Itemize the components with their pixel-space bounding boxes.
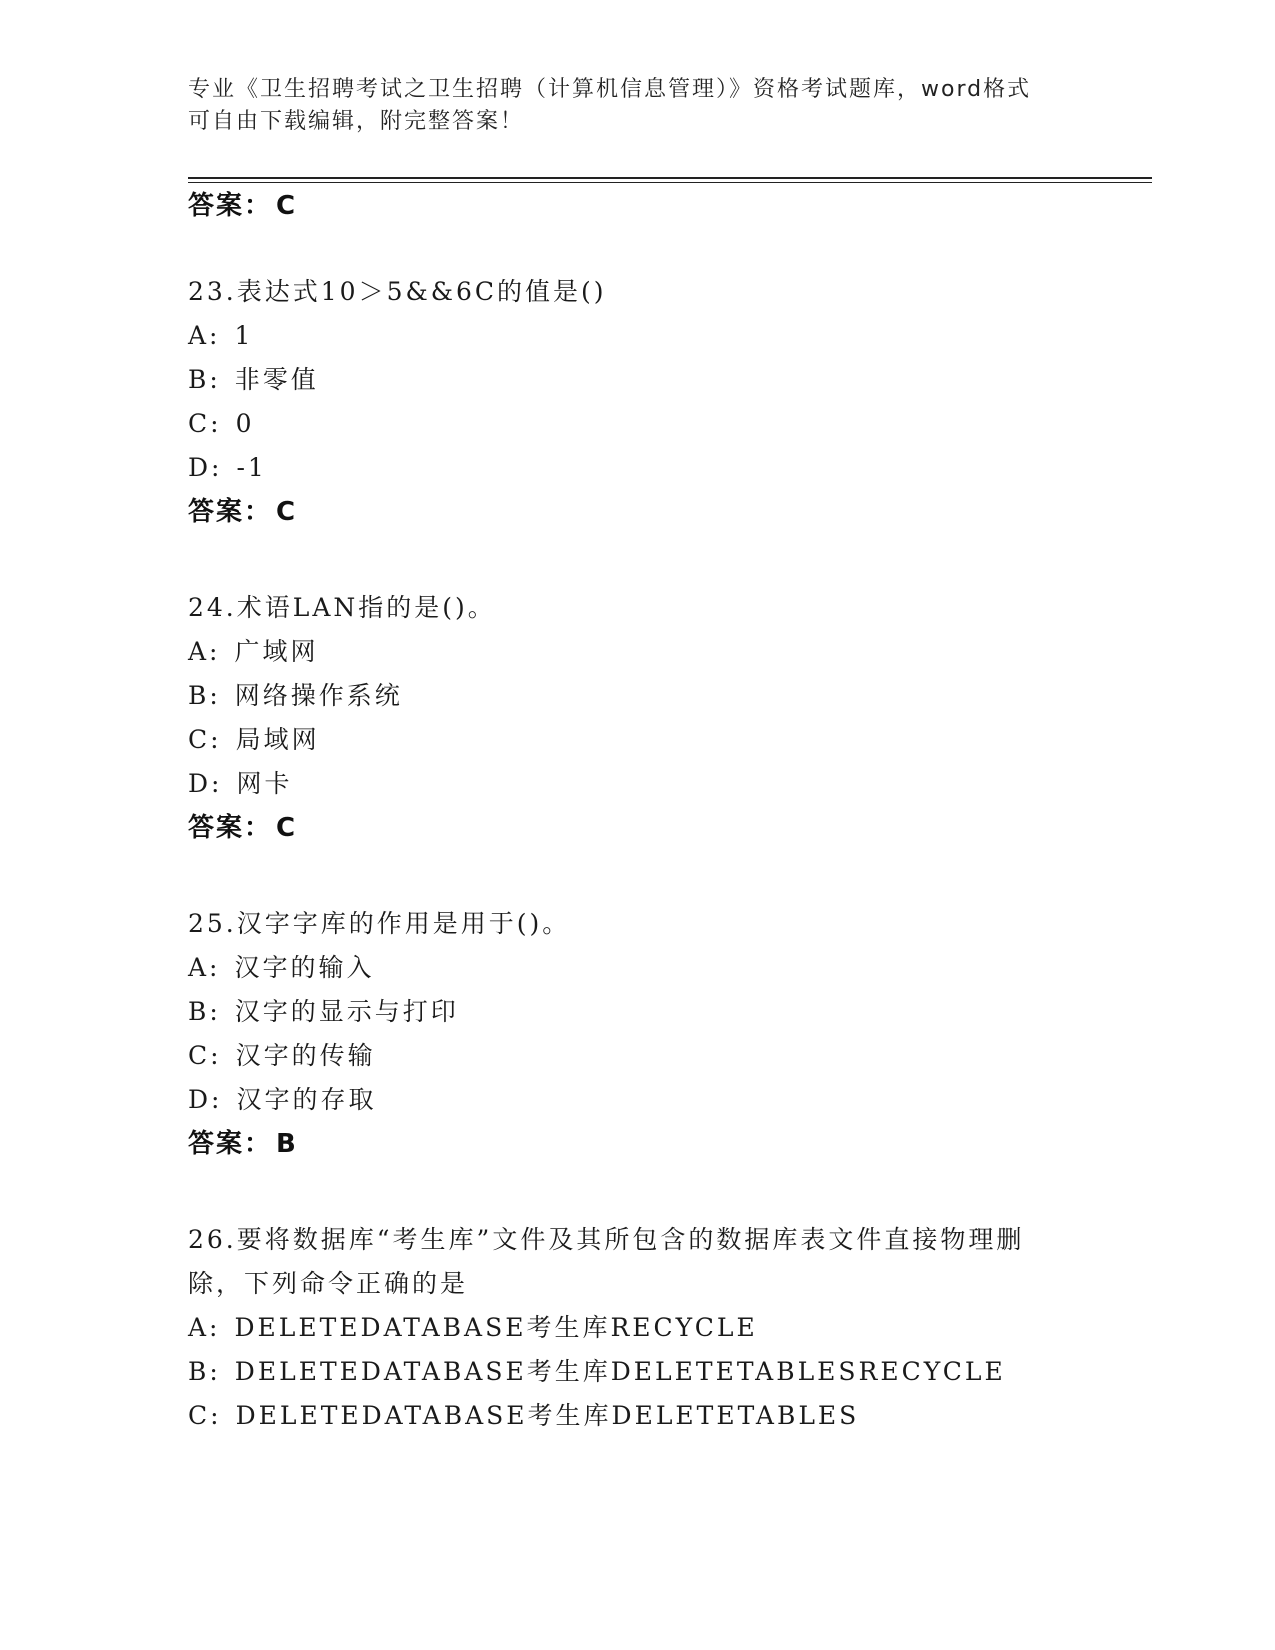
option-key: C: bbox=[188, 1401, 222, 1430]
option-key: D: bbox=[188, 1085, 223, 1114]
option-text: DELETEDATABASE考生库DELETETABLESRECYCLE bbox=[234, 1357, 1006, 1386]
question-24-option-b bbox=[188, 680, 403, 712]
question-26-text-line-2: 除，下列命令正确的是 bbox=[188, 1269, 469, 1298]
previous-answer bbox=[188, 190, 297, 222]
option-text: 广域网 bbox=[234, 637, 319, 666]
question-24-text: 24.术语LAN指的是()。 bbox=[188, 593, 496, 622]
header-line-2: 可自由下载编辑，附完整答案！ bbox=[188, 109, 525, 134]
question-23-option-d bbox=[188, 452, 267, 484]
option-text: 汉字的存取 bbox=[236, 1085, 377, 1114]
option-key: A: bbox=[188, 321, 221, 350]
question-23-option-a bbox=[188, 320, 253, 352]
question-26-text-line-1: 26.要将数据库“考生库”文件及其所包含的数据库表文件直接物理删 bbox=[188, 1225, 1025, 1254]
header-divider-thick bbox=[188, 177, 1152, 179]
option-key: A: bbox=[188, 637, 221, 666]
option-key: B: bbox=[188, 681, 221, 710]
question-25-option-c bbox=[188, 1040, 376, 1072]
answer-label: 答案： bbox=[188, 497, 273, 527]
option-key: B: bbox=[188, 997, 221, 1026]
option-key: D: bbox=[188, 453, 223, 482]
question-23-option-b bbox=[188, 364, 319, 396]
option-key: C: bbox=[188, 725, 222, 754]
document-header bbox=[188, 74, 1088, 138]
option-text: 0 bbox=[235, 409, 255, 438]
option-text: DELETEDATABASE考生库DELETETABLES bbox=[235, 1401, 860, 1430]
question-24-option-d bbox=[188, 768, 292, 800]
option-text: 网卡 bbox=[236, 769, 293, 798]
option-key: A: bbox=[188, 953, 221, 982]
question-26-option-a bbox=[188, 1312, 758, 1344]
answer-label: 答案： bbox=[188, 813, 273, 843]
answer-value: B bbox=[276, 1129, 298, 1159]
option-text: DELETEDATABASE考生库RECYCLE bbox=[234, 1313, 758, 1342]
option-key: B: bbox=[188, 365, 221, 394]
option-text: 1 bbox=[234, 321, 254, 350]
question-23-answer bbox=[188, 496, 297, 528]
answer-value: C bbox=[276, 191, 298, 221]
question-26-option-c bbox=[188, 1400, 859, 1432]
question-26-option-b bbox=[188, 1356, 1006, 1388]
question-25-text: 25.汉字字库的作用是用于()。 bbox=[188, 909, 571, 938]
question-25-option-b bbox=[188, 996, 459, 1028]
question-25-answer bbox=[188, 1128, 298, 1160]
question-23-text: 23.表达式10＞5&&6C的值是() bbox=[188, 277, 607, 306]
option-text: -1 bbox=[236, 453, 267, 482]
answer-label: 答案： bbox=[188, 191, 273, 221]
option-text: 网络操作系统 bbox=[234, 681, 403, 710]
header-line-1: 专业《卫生招聘考试之卫生招聘（计算机信息管理）》资格考试题库，word格式 bbox=[188, 77, 1032, 102]
option-key: C: bbox=[188, 1041, 222, 1070]
option-text: 汉字的显示与打印 bbox=[234, 997, 459, 1026]
header-divider-thin bbox=[188, 182, 1152, 183]
question-24-option-a bbox=[188, 636, 319, 668]
option-text: 汉字的输入 bbox=[234, 953, 375, 982]
question-25-option-d bbox=[188, 1084, 376, 1116]
answer-value: C bbox=[276, 497, 298, 527]
option-key: B: bbox=[188, 1357, 221, 1386]
option-key: D: bbox=[188, 769, 223, 798]
option-key: C: bbox=[188, 409, 222, 438]
question-23-option-c bbox=[188, 408, 254, 440]
option-key: A: bbox=[188, 1313, 221, 1342]
answer-label: 答案： bbox=[188, 1129, 273, 1159]
question-24-option-c bbox=[188, 724, 320, 756]
question-25-option-a bbox=[188, 952, 375, 984]
option-text: 局域网 bbox=[235, 725, 320, 754]
option-text: 非零值 bbox=[234, 365, 319, 394]
answer-value: C bbox=[276, 813, 298, 843]
question-24-answer bbox=[188, 812, 297, 844]
option-text: 汉字的传输 bbox=[235, 1041, 376, 1070]
